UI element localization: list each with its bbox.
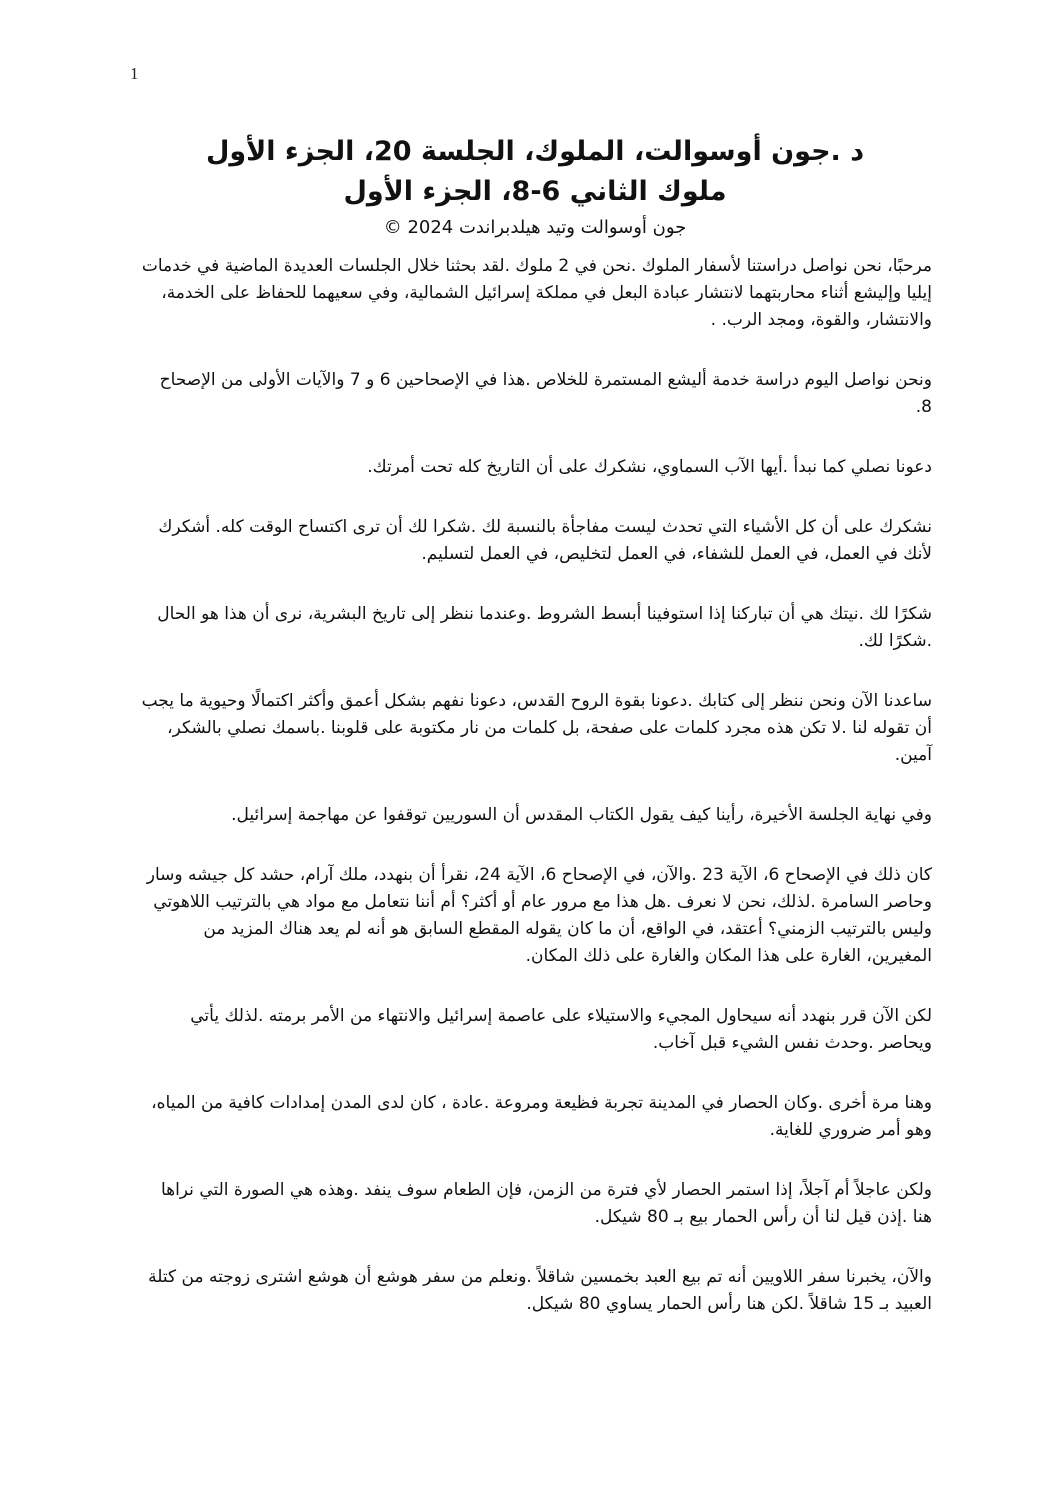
document-title: د .جون أوسوالت، الملوك، الجلسة 20، الجزء الأول — [205, 136, 865, 167]
paragraph-7: وفي نهاية الجلسة الأخيرة، رأينا كيف يقول الكتاب المقدس أن السوريين توقفوا عن مهاجمة إسرائيل. — [231, 805, 932, 825]
copyright-line: جون أوسوالت وتيد هيلدبراندت 2024 © — [383, 217, 687, 238]
paragraph-6: ساعدنا الآن ونحن ننظر إلى كتابك .دعونا بقوة الروح القدس، دعونا نفهم بشكل أعمق وأكثر اكتمالًا وحيوية ما يجب أن تقوله لنا .لا تكن هذه مجرد كلمات على صفحة، بل كلمات من نار مكتوبة على قلوبنا .باسمك نصلي بالشكر، آمين. — [141, 691, 932, 765]
paragraph-9: لكن الآن قرر بنهدد أنه سيحاول المجيء والاستيلاء على عاصمة إسرائيل والانتهاء من الأمر برمته .لذلك يأتي ويحاصر .وحدث نفس الشيء قبل آخاب. — [190, 1006, 932, 1053]
document-body — [140, 253, 932, 1351]
paragraph-5: شكرًا لك .نيتك هي أن تباركنا إذا استوفينا أبسط الشروط .وعندما ننظر إلى تاريخ البشرية، نرى أن هذا هو الحال .شكرًا لك. — [157, 604, 932, 651]
document-subtitle: ملوك الثاني 6-8، الجزء الأول — [343, 176, 727, 207]
paragraph-8: كان ذلك في الإصحاح 6، الآية 23 .والآن، في الإصحاح 6، الآية 24، نقرأ أن بنهدد، ملك آرام، حشد كل جيشه وسار وحاصر السامرة .لذلك، نحن لا نعرف .هل هذا مع مرور عام أو أكثر؟ أم أننا نتعامل مع مواد هي بالترتيب اللاهوتي وليس بالترتيب الزمني؟ أعتقد، في الواقع، أن ما كان يقوله المقطع السابق هو أنه لم يعد هناك المزيد من المغيرين، الغارة على هذا المكان والغارة على ذلك المكان. — [146, 865, 932, 966]
paragraph-10: وهنا مرة أخرى .وكان الحصار في المدينة تجربة فظيعة ومروعة .عادة ، كان لدى المدن إمدادات كافية من المياه، وهو أمر ضروري للغاية. — [151, 1093, 932, 1140]
paragraph-1: مرحبًا، نحن نواصل دراستنا لأسفار الملوك .نحن في 2 ملوك .لقد بحثنا خلال الجلسات العديدة الماضية في خدمات إيليا وإليشع أثناء محاربتهما لانتشار عبادة البعل في مملكة إسرائيل الشمالية، وفي سعيهما للحفاظ على الخدمة، والانتشار، والقوة، ومجد الرب. . — [141, 256, 932, 330]
paragraph-3: دعونا نصلي كما نبدأ .أيها الآب السماوي، نشكرك على أن التاريخ كله تحت أمرتك. — [367, 457, 932, 477]
paragraph-4: نشكرك على أن كل الأشياء التي تحدث ليست مفاجأة بالنسبة لك .شكرا لك أن ترى اكتساح الوقت كله. أشكرك لأنك في العمل، في العمل للشفاء، في العمل لتخليص، في العمل لتسليم. — [158, 517, 932, 564]
paragraph-2: ونحن نواصل اليوم دراسة خدمة أليشع المستمرة للخلاص .هذا في الإصحاحين 6 و 7 والآيات الأولى من الإصحاح 8. — [159, 370, 932, 417]
paragraph-11: ولكن عاجلاً أم آجلاً، إذا استمر الحصار لأي فترة من الزمن، فإن الطعام سوف ينفد .وهذه هي الصورة التي نراها هنا .إذن قيل لنا أن رأس الحمار بيع بـ 80 شيكل. — [160, 1180, 932, 1227]
paragraph-12: والآن، يخبرنا سفر اللاويين أنه تم بيع العبد بخمسين شاقلاً .ونعلم من سفر هوشع أن هوشع اشترى زوجته من كتلة العبيد بـ 15 شاقلاً .لكن هنا رأس الحمار يساوي 80 شيكل. — [148, 1267, 932, 1314]
document-header — [140, 132, 930, 242]
page-number: 1 — [130, 64, 139, 83]
